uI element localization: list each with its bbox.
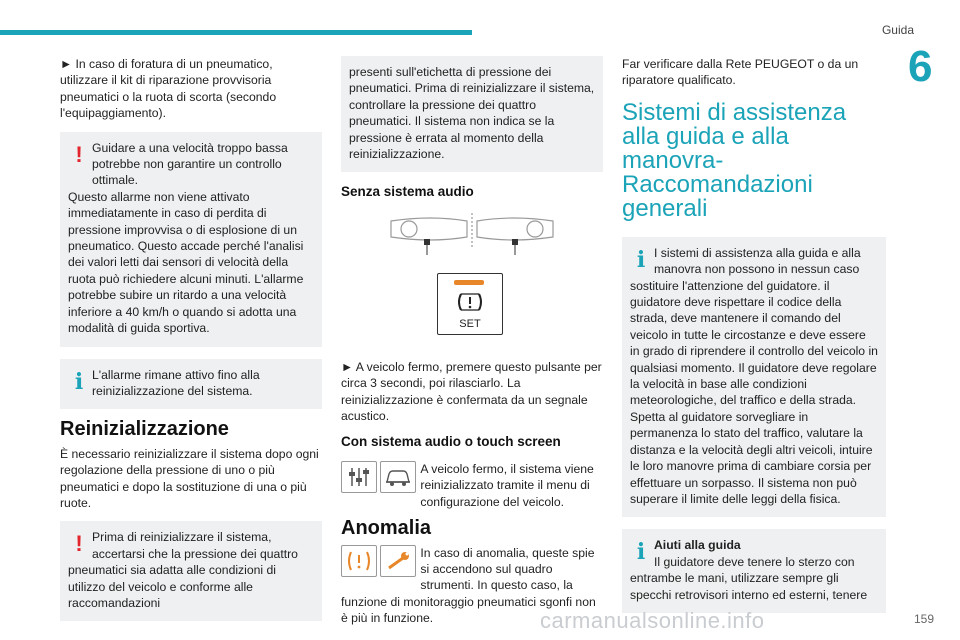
warning-text: Questo allarme non viene attivato immediatamente in caso di perdita di pressione improvvisa o di esplosione di un pneumatico. Questo accade perché l'analisi dei valori letti dai sensori di velocità della ruota può richiedere alcuni minuti. L'allarme potrebbe subire un ritardo a una velocità inferiore a 40 km/h o quando si adotta una modalità di guida sportiva. [68,189,304,336]
top-text: Far verificare dalla Rete PEUGEOT o da un riparatore qualificato. [622,57,859,88]
header-bar [0,30,472,35]
section-title: Guida [881,23,914,37]
info-icon: i [74,368,84,395]
tyre-warning-icon [341,545,377,577]
chapter-section-title: Sistemi di assistenza alla guida e alla manovra- Raccomandazioni generali [622,98,847,222]
chapter-number: 6 [908,42,933,91]
dashboard-illustration [341,211,603,271]
warning-box-2 [60,521,322,621]
audio-section [341,461,603,510]
info-text-first: I sistemi di assistenza alla guida e alla manovra non possono in nessun caso [654,245,861,277]
set-led [454,280,484,285]
warning-box [60,132,322,347]
info-text: sostituire l'attenzione del guidatore. il guidatore deve rispettare il codice della strada, deve mantenere il comando del veicolo in tutte le circostanze e deve essere in grado di riprendere il controllo del veicolo in qualsiasi momento. Il guidatore deve regolare la velocità in base alle condizioni meteorologiche, del traffico e della strada. Spetta al guidatore sorvegliare in permanenza lo stato del traffico, valutare la distanza e la velocità degli altri veicoli, intuire le loro manovre prima di cambiare corsia per effettuare un sorpasso. Il sistema non può superare il limite delle leggi della fisica. [630,278,878,506]
anomaly-icons [341,545,416,577]
wrench-icon [380,545,416,577]
column-1 [60,56,322,633]
warning-icon: ! [75,531,83,557]
settings-icon [341,461,377,493]
anomaly-heading: Anomalia [341,517,432,540]
set-button[interactable] [437,273,503,335]
heading-audio: Con sistema audio o touch screen [341,434,561,450]
continued-warning-box [341,56,603,172]
watermark: carmanualsonline.info [540,608,765,633]
section-heading: Reinizializzazione [60,418,229,441]
body-text: È necessario reinizializzare il sistema dopo ogni regolazione della pressione di uno o più pneumatici e dopo la sostituzione di una o più ruote. [60,446,319,510]
info-icon: i [636,539,646,566]
info-text: entrambe le mani, utilizzare sempre gli specchi retrovisori interno ed esterni, tenere [630,571,868,602]
warning-text: pneumatici sia adatta alle condizioni di utilizzo del veicolo e conforme alle raccomandazioni [68,563,276,610]
info-icon: i [636,246,646,273]
continued-text: presenti sull'etichetta di pressione dei pneumatici. Prima di reinizializzare il sistema, controllare la pressione dei quattro pneumatici. Il sistema non indica se la pressione è errata al momento della reinizializzazione. [349,65,595,162]
warning-text-first: Guidare a una velocità troppo bassa potrebbe non garantire un controllo ottimale. [92,140,288,188]
column-2 [341,56,603,627]
tyre-warning-icon [455,290,485,314]
audio-icons [341,461,416,493]
info-box [622,237,886,518]
step-text: ► A veicolo fermo, premere questo pulsante per circa 3 secondi, poi rilasciarlo. La reinizializzazione è confermata da un segnale acustico. [341,359,602,424]
car-icon [380,461,416,493]
intro-text: ► In caso di foratura di un pneumatico, utilizzare il kit di riparazione provvisoria pneumatici o la ruota di scorta (secondo l'equipaggiamento). [60,57,277,121]
audio-text: A veicolo fermo, il sistema viene reinizializzato tramite il menu di configurazione del veicolo. [420,461,594,509]
anomaly-text: In caso di anomalia, queste spie si accendono sul quadro strumenti. In questo caso, la funzione di monitoraggio pneumatici sgonfi non è più in funzione. [341,545,596,626]
set-label: SET [459,317,481,330]
column-3 [622,56,886,625]
warning-text-first: Prima di reinizializzare il sistema, accertarsi che la pressione dei quattro [92,530,298,561]
page-number: 159 [913,612,934,626]
info-text: L'allarme rimane attivo fino alla reinizializzazione del sistema. [92,367,260,398]
info-box-2 [622,529,886,613]
info-box [60,359,322,410]
set-button-figure [341,211,603,349]
warning-icon: ! [75,141,83,167]
heading-no-audio: Senza sistema audio [341,184,474,200]
info-title: Aiuti alla guida [654,538,741,553]
info-text-first: Il guidatore deve tenere lo sterzo con [654,554,855,569]
